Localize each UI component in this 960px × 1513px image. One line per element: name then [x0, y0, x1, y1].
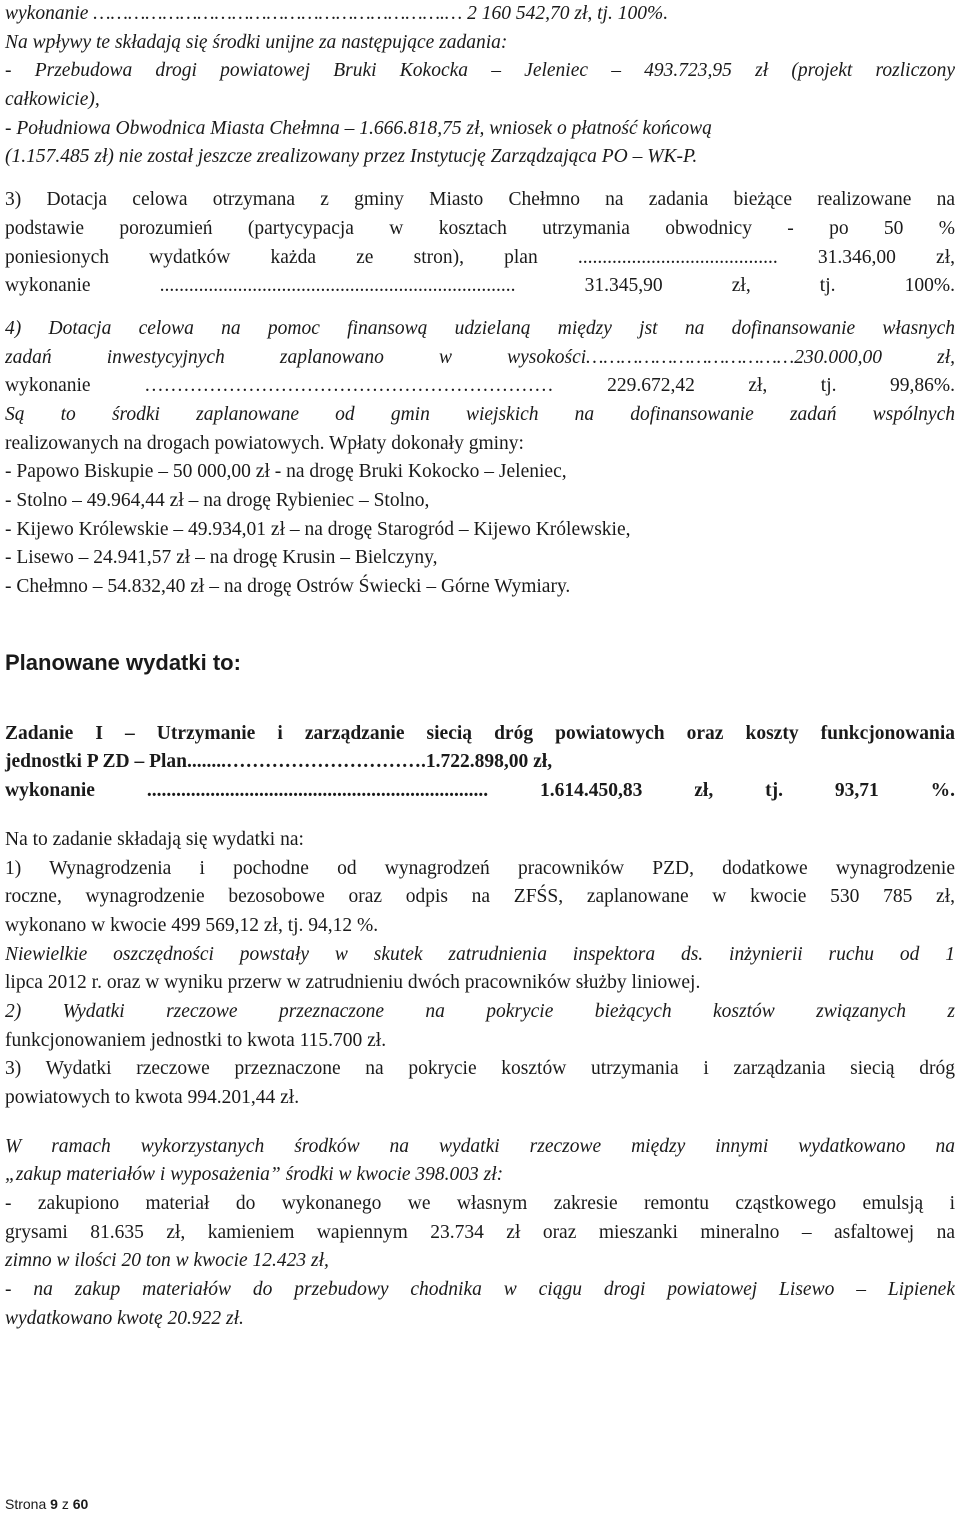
text-line: W ramach wykorzystanych środków na wydatki rzeczowe między innymi wydatkowano na: [5, 1135, 955, 1157]
text-line: lipca 2012 r. oraz w wyniku przerw w zatrudnieniu dwóch pracowników służby liniowej.: [5, 972, 701, 994]
text-line: wykonano w kwocie 499 569,12 zł, tj. 94,12 %.: [5, 914, 379, 936]
footer-page-total: 60: [72, 1496, 89, 1512]
text-line: - Stolno – 49.964,44 zł – na drogę Rybieniec – Stolno,: [5, 490, 430, 511]
text-line: funkcjonowaniem jednostki to kwota 115.700 zł.: [5, 1029, 387, 1051]
point-4-section: [5, 315, 955, 602]
text-line: 3) Dotacja celowa otrzymana z gminy Miasto Chełmno na zadania bieżące realizowane na: [5, 189, 955, 211]
materials-section: [5, 1133, 955, 1334]
footer-label: Strona: [5, 1496, 47, 1512]
text-line: - Kijewo Królewskie – 49.934,01 zł – na drogę Starogród – Kijewo Królewskie,: [5, 518, 631, 540]
text-line: podstawie porozumień (partycypacja w kosztach utrzymania obwodnicy - po 50 %: [5, 217, 955, 239]
text-line: wykonanie …………………………………………………….… 2 160 542,70 zł, tj. 100%.: [5, 3, 669, 24]
text-line: Na to zadanie składają się wydatki na:: [5, 828, 304, 850]
text-line: - Chełmno – 54.832,40 zł – na drogę Ostrów Świecki – Górne Wymiary.: [5, 576, 571, 598]
task-header: [5, 720, 955, 806]
point-3-section: [5, 186, 955, 301]
text-line: realizowanych na drogach powiatowych. Wpłaty dokonały gminy:: [5, 432, 524, 454]
text-line: grysami 81.635 zł, kamieniem wapiennym 23.734 zł oraz mieszanki mineralno – asfaltowej na: [5, 1221, 955, 1243]
text-line: Zadanie I – Utrzymanie i zarządzanie siecią dróg powiatowych oraz koszty funkcjonowania: [5, 722, 955, 744]
page-footer: [5, 1496, 88, 1512]
text-line: - na zakup materiałów do przebudowy chodnika w ciągu drogi powiatowej Lisewo – Lipienek: [5, 1279, 955, 1301]
text-line: wykonanie ……………………………………………………… 229.672,42 zł, tj. 99,86%.: [5, 375, 955, 397]
text-line: Na wpływy te składają się środki unijne za następujące zadania:: [5, 31, 508, 53]
text-line: całkowicie),: [5, 89, 100, 111]
text-line: 2) Wydatki rzeczowe przeznaczone na pokrycie bieżących kosztów związanych z: [5, 1000, 955, 1022]
text-line: jednostki P ZD – Plan........………………………….1.722.898,00 zł,: [5, 751, 553, 773]
text-line: powiatowych to kwota 994.201,44 zł.: [5, 1087, 300, 1108]
text-line: 1) Wynagrodzenia i pochodne od wynagrodzeń pracowników PZD, dodatkowe wynagrodzenie: [5, 857, 955, 879]
intro-section: [5, 0, 955, 172]
footer-of: z: [61, 1496, 69, 1512]
text-line: - zakupiono materiał do wykonanego we własnym zakresie remontu cząstkowego emulsją i: [5, 1193, 955, 1215]
text-line: zimno w ilości 20 ton w kwocie 12.423 zł,: [5, 1250, 329, 1272]
task-details: [5, 826, 955, 1113]
text-line: - Lisewo – 24.941,57 zł – na drogę Krusin – Bielczyny,: [5, 547, 438, 569]
text-line: - Południowa Obwodnica Miasta Chełmna – 1.666.818,75 zł, wniosek o płatność końcową: [5, 117, 712, 139]
text-line: zadań inwestycyjnych zaplanowano w wysokości………………………………230.000,00 zł,: [5, 346, 955, 368]
text-line: wydatkowano kwotę 20.922 zł.: [5, 1307, 244, 1329]
text-line: - Papowo Biskupie – 50 000,00 zł - na drogę Bruki Kokocko – Jeleniec,: [5, 461, 567, 483]
text-line: poniesionych wydatków każda ze stron), plan ......................................... 31.346,00 zł,: [5, 246, 955, 268]
text-line: 4) Dotacja celowa na pomoc finansową udzielaną między jst na dofinansowanie własnych: [5, 317, 955, 339]
text-line: - Przebudowa drogi powiatowej Bruki Kokocka – Jeleniec – 493.723,95 zł (projekt rozliczony: [5, 60, 955, 82]
text-line: Niewielkie oszczędności powstały w skutek zatrudnienia inspektora ds. inżynierii ruchu od 1: [5, 943, 955, 965]
section-heading: Planowane wydatki to:: [5, 649, 241, 675]
text-line: (1.157.485 zł) nie został jeszcze zrealizowany przez Instytucję Zarządzająca PO – WK-P.: [5, 146, 698, 168]
text-line: wykonanie ......................................................................... 31.345,90 zł, tj. 100%.: [5, 275, 955, 297]
text-line: 3) Wydatki rzeczowe przeznaczone na pokrycie kosztów utrzymania i zarządzania siecią dróg: [5, 1058, 955, 1080]
document-page: [5, 0, 955, 1334]
text-line: Są to środki zaplanowane od gmin wiejskich na dofinansowanie zadań wspólnych: [5, 403, 955, 425]
text-line: „zakup materiałów i wyposażenia” środki w kwocie 398.003 zł:: [5, 1164, 504, 1186]
footer-page-number: 9: [50, 1496, 58, 1512]
text-line: wykonanie ...................................................................... 1.614.450,83 zł, tj. 93,71 %.: [5, 780, 955, 802]
text-line: roczne, wynagrodzenie bezosobowe oraz odpis na ZFŚS, zaplanowane w kwocie 530 785 zł,: [5, 886, 955, 908]
